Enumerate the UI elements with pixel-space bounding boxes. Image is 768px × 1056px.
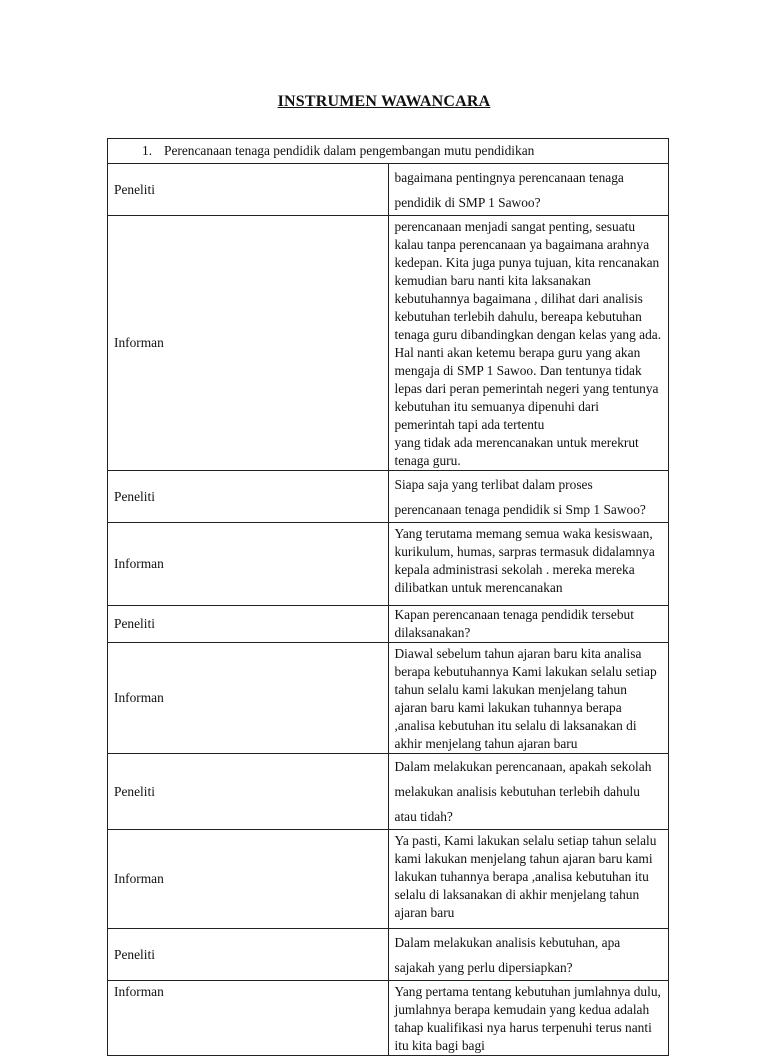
table-row — [108, 830, 669, 929]
table-row — [108, 929, 669, 981]
role-cell: Informan — [108, 216, 389, 471]
answer-cell: Yang terutama memang semua waka kesiswaan, kurikulum, humas, sarpras termasuk didalamnya kepala administrasi sekolah . mereka mereka dilibatkan untuk merencanakan — [388, 523, 669, 606]
table-row — [108, 754, 669, 830]
answer-cell: Ya pasti, Kami lakukan selalu setiap tahun selalu kami lakukan menjelang tahun ajaran baru kami lakukan tuhannya berapa ,analisa kebutuhan itu selalu di laksanakan di akhir menjelang tahun ajaran baru — [388, 830, 669, 929]
answer-text: perencanaan menjadi sangat penting, sesuatu kalau tanpa perencanaan ya bagaimana arahnya kedepan. Kita juga punya tujuan, kita rencanakan kemudian baru nanti kita laksanakan kebutuhannya bagaimana , dilihat dari analisis kebutuhan terlebih dahulu, bereapa kebutuhan tenaga guru dibandingkan dengan kelas yang ada. Hal nanti akan ketemu berapa guru yang akan mengaja di SMP 1 Sawoo. Dan tentunya tidak lepas dari peran pemerintah negeri yang tentunya kebutuhan itu semuanya dipenuhi dari pemerintah tapi ada tertentu yang tidak ada merencanakan untuk merekrut tenaga guru. — [394, 219, 662, 468]
question-cell: Siapa saja yang terlibat dalam proses perencanaan tenaga pendidik si Smp 1 Sawoo? — [388, 471, 669, 523]
role-cell: Peneliti — [108, 929, 389, 981]
role-cell: Informan — [108, 981, 389, 1056]
table-row — [108, 523, 669, 606]
question-cell: Dalam melakukan analisis kebutuhan, apa sajakah yang perlu dipersiapkan? — [388, 929, 669, 981]
table-row — [108, 643, 669, 754]
table-row — [108, 216, 669, 471]
question-cell: Kapan perencanaan tenaga pendidik tersebut dilaksanakan? — [388, 606, 669, 643]
role-cell: Peneliti — [108, 164, 389, 216]
answer-cell — [388, 216, 669, 471]
role-cell: Informan — [108, 523, 389, 606]
section-number: 1. — [142, 143, 153, 158]
question-cell: bagaimana pentingnya perencanaan tenaga pendidik di SMP 1 Sawoo? — [388, 164, 669, 216]
role-cell: Informan — [108, 830, 389, 929]
table-row — [108, 471, 669, 523]
table-row — [108, 606, 669, 643]
role-cell: Peneliti — [108, 471, 389, 523]
answer-cell: Diawal sebelum tahun ajaran baru kita analisa berapa kebutuhannya Kami lakukan selalu setiap tahun selalu kami lakukan menjelang tahun ajaran baru kami lakukan tuhannya berapa ,analisa kebutuhan itu selalu di laksanakan di akhir menjelang tahun ajaran baru — [388, 643, 669, 754]
table-row — [108, 164, 669, 216]
section-heading — [108, 139, 669, 164]
interview-table — [107, 138, 669, 1056]
section-text: Perencanaan tenaga pendidik dalam pengembangan mutu pendidikan — [164, 143, 535, 158]
section-row — [108, 139, 669, 164]
answer-cell: Yang pertama tentang kebutuhan jumlahnya dulu, jumlahnya berapa kemudain yang kedua adalah tahap kualifikasi nya harus terpenuhi terus nanti itu kita bagi bagi — [388, 981, 669, 1056]
question-cell: Dalam melakukan perencanaan, apakah sekolah melakukan analisis kebutuhan terlebih dahulu atau tidah? — [388, 754, 669, 830]
role-cell: Peneliti — [108, 606, 389, 643]
role-cell: Informan — [108, 643, 389, 754]
table-row — [108, 981, 669, 1056]
document-title: INSTRUMEN WAWANCARA — [277, 93, 491, 110]
role-cell: Peneliti — [108, 754, 389, 830]
